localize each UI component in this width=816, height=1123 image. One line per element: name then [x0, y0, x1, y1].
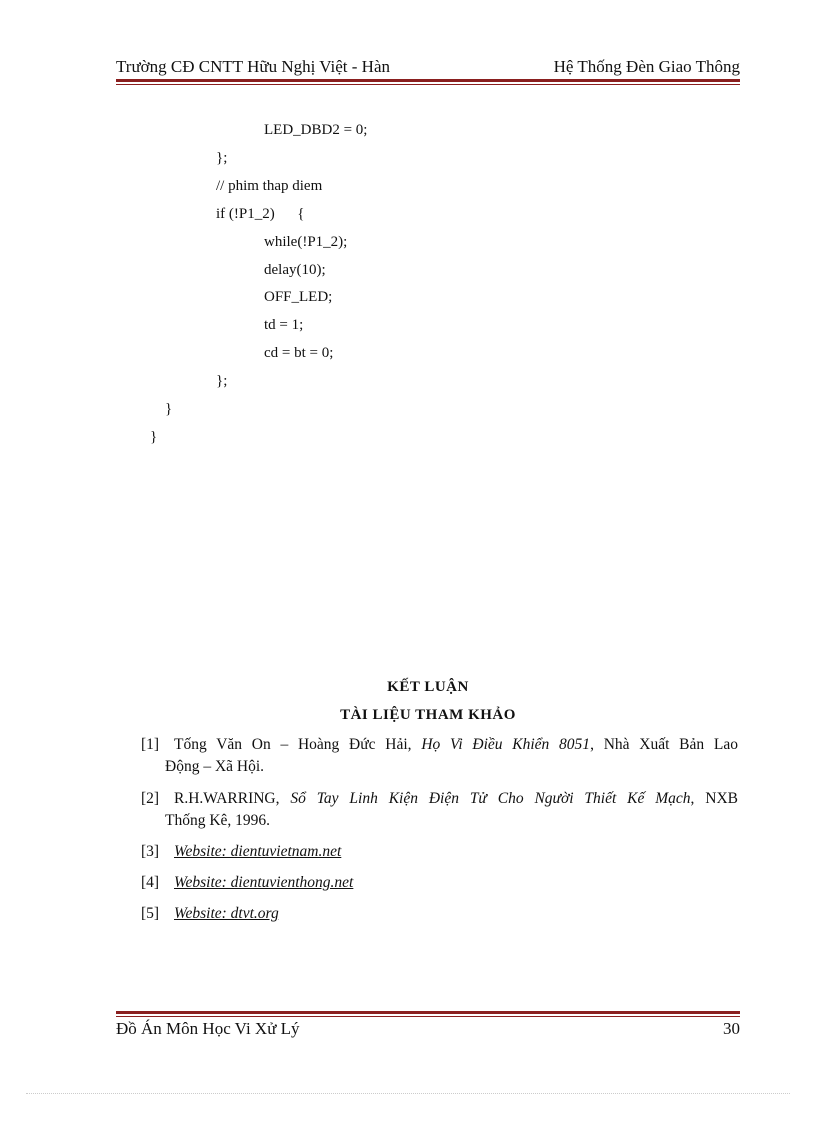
header-school: Trường CĐ CNTT Hữu Nghị Việt - Hàn: [116, 57, 391, 76]
reference-title: Sổ Tay Linh Kiện Điện Tử Cho Người Thiết Kế Mạch: [290, 790, 691, 807]
reference-continuation: Động – Xã Hội.: [165, 758, 265, 775]
page-edge-divider: [26, 1093, 790, 1094]
reference-number: [2]: [141, 790, 160, 807]
code-line: LED_DBD2 = 0;: [264, 122, 368, 138]
references-heading: TÀI LIỆU THAM KHẢO: [340, 707, 516, 723]
code-line: td = 1;: [264, 317, 304, 333]
reference-authors: Tống Văn On – Hoàng Đức Hải,: [174, 736, 422, 753]
reference-continuation: Thống Kê, 1996.: [165, 812, 271, 829]
reference-authors: R.H.WARRING,: [174, 790, 291, 807]
reference-link[interactable]: Website: dtvt.org: [174, 905, 279, 922]
reference-item: [141, 872, 738, 894]
reference-item: [141, 903, 738, 925]
code-line: while(!P1_2);: [264, 234, 348, 250]
code-line: delay(10);: [264, 262, 326, 278]
code-line: };: [216, 373, 228, 389]
header-rule: [116, 79, 740, 85]
reference-publisher: , Nhà Xuất Bản Lao: [590, 736, 738, 753]
conclusion-heading: KẾT LUẬN: [387, 679, 469, 695]
reference-number: [4]: [141, 874, 160, 891]
code-line: };: [216, 150, 228, 166]
reference-number: [1]: [141, 736, 160, 753]
page-footer: [116, 1018, 740, 1040]
code-line: // phim thap diem: [216, 178, 323, 194]
page-number: 30: [723, 1019, 740, 1038]
code-line: }: [150, 429, 158, 445]
reference-link[interactable]: Website: dientuvietnam.net: [174, 843, 342, 860]
reference-link[interactable]: Website: dientuvienthong.net: [174, 874, 354, 891]
reference-title: Họ Vi Điều Khiển 8051: [421, 736, 591, 753]
reference-item: [141, 734, 738, 778]
header-title: Hệ Thống Đèn Giao Thông: [553, 57, 740, 76]
reference-item: [141, 788, 738, 832]
code-line: cd = bt = 0;: [264, 345, 334, 361]
code-line: }: [165, 401, 173, 417]
reference-item: [141, 841, 738, 863]
footer-rule: [116, 1011, 740, 1017]
reference-number: [5]: [141, 905, 160, 922]
code-line: OFF_LED;: [264, 289, 333, 305]
code-line: if (!P1_2) {: [216, 206, 305, 222]
page-header: [116, 56, 740, 78]
reference-number: [3]: [141, 843, 160, 860]
reference-publisher: , NXB: [690, 790, 738, 807]
footer-course: Đồ Án Môn Học Vi Xử Lý: [116, 1019, 300, 1038]
